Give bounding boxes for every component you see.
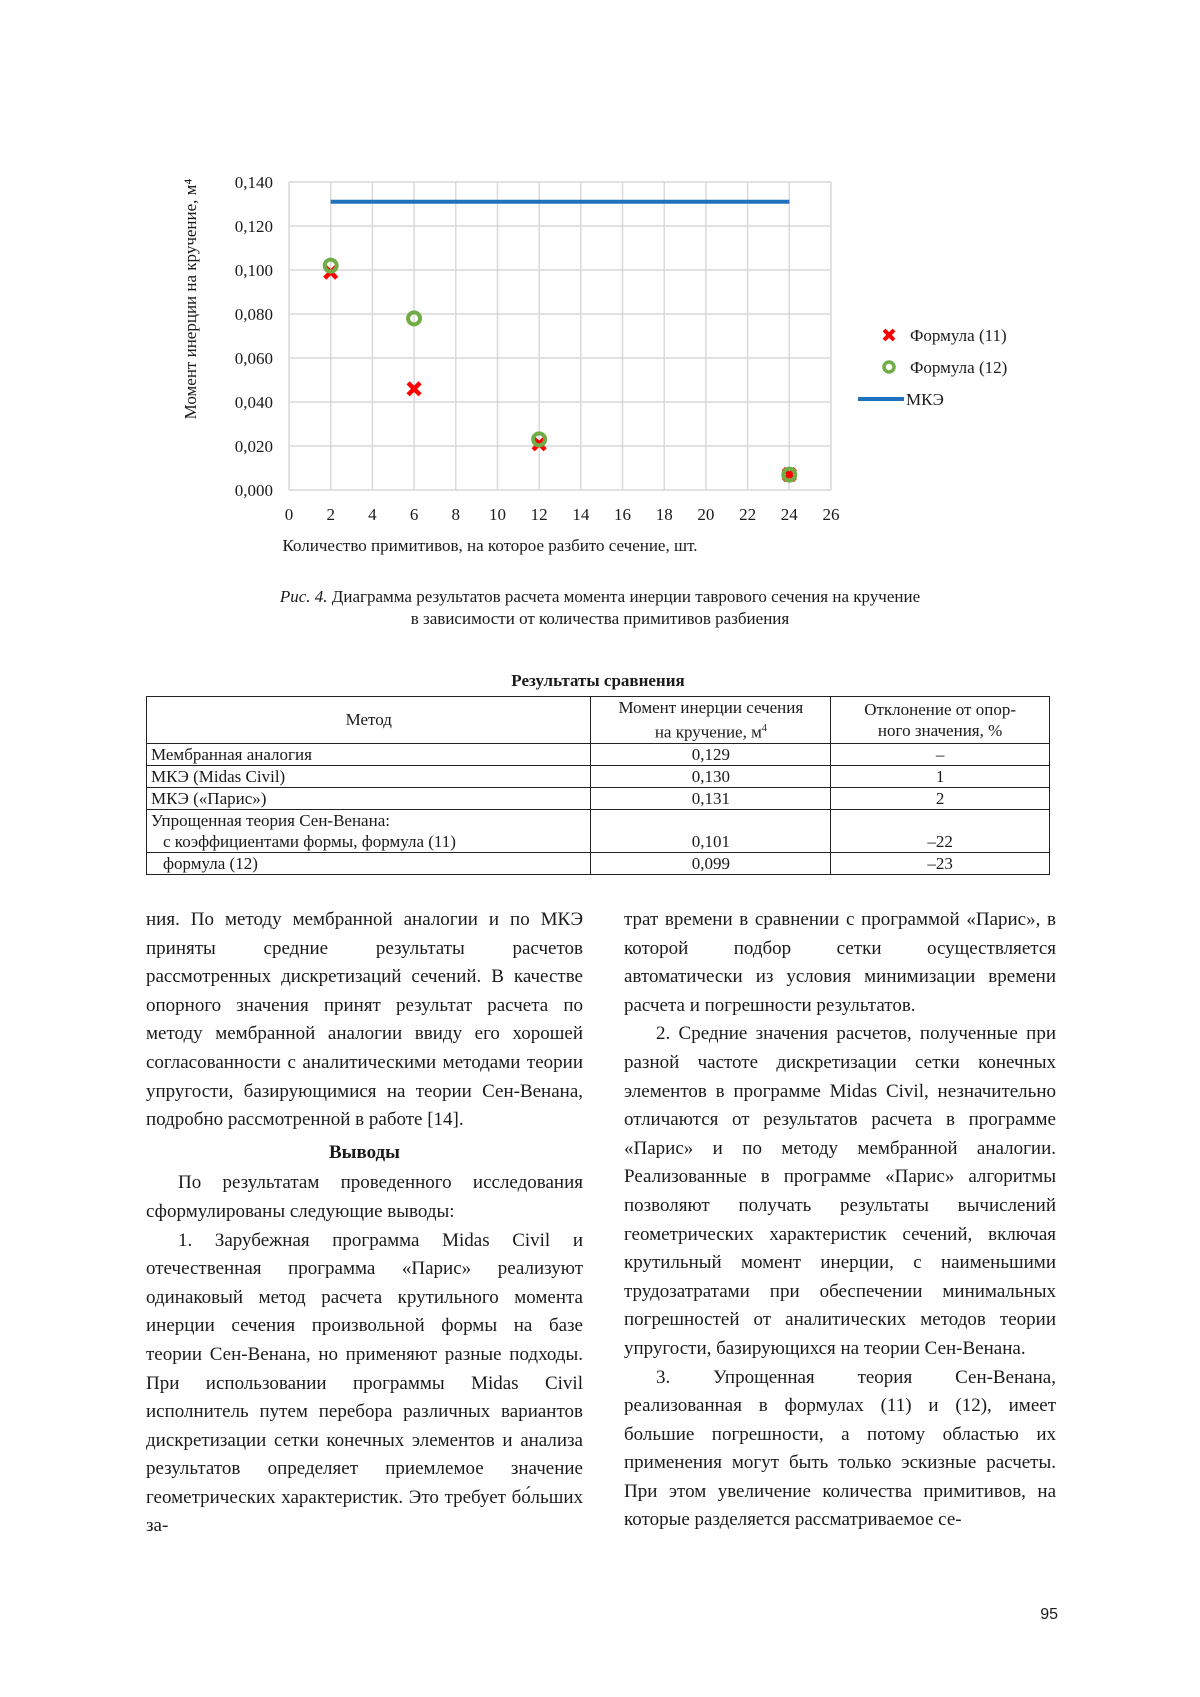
legend-item-formula-12	[870, 352, 1007, 384]
cell-value: 0,131	[591, 787, 831, 809]
paragraph: 3. Упрощенная теория Сен-Венана, реализованная в формулах (11) и (12), имеет большие погрешности, а потому областью их применения могут быть только эскизные расчеты. При этом увеличение количества примитивов, на которые разделяется рассматриваемое се-	[624, 1366, 1056, 1531]
x-tick-label: 10	[488, 505, 506, 524]
x-axis-ticks	[285, 505, 840, 524]
x-tick-label: 12	[530, 505, 548, 524]
left-text-column	[146, 906, 583, 1541]
line-marker-icon	[858, 390, 906, 410]
table-row	[147, 809, 1050, 852]
legend-item-formula-11	[870, 320, 1007, 352]
legend-label: Формула (12)	[910, 358, 1008, 377]
x-tick-label: 26	[822, 505, 840, 524]
chart-grid	[289, 182, 831, 490]
paragraph: ния. По методу мембранной аналогии и по МКЭ приняты средние результаты расчетов рассмотренных дискретизаций сечений. В качестве опорного значения принят результат расчета по методу мембранной аналогии ввиду его хорошей согласованности с аналитическими методами теории упругости, базирующимися на теории Сен-Венана, подробно рассмотренной в работе [14].	[146, 909, 583, 1131]
table-row	[147, 765, 1050, 787]
x-tick-label: 16	[614, 505, 632, 524]
header-deviation: Отклонение от опор- ного значения, %	[831, 697, 1050, 744]
x-marker-icon	[870, 326, 910, 346]
y-tick-label: 0,120	[234, 217, 273, 236]
header-method: Метод	[147, 697, 591, 744]
x-tick-label: 6	[409, 505, 419, 524]
x-axis-label: Количество примитивов, на которое разбито сечение, шт.	[282, 536, 698, 555]
results-table	[146, 696, 1050, 875]
y-axis-label: Момент инерции на кручение, м⁴	[181, 178, 200, 420]
chart-legend	[870, 320, 1007, 416]
cell-deviation: 1	[831, 765, 1050, 787]
y-tick-label: 0,100	[234, 261, 273, 280]
cell-value: 0,101	[591, 809, 831, 852]
table-title: Результаты сравнения	[511, 671, 685, 690]
figure-caption	[160, 586, 1040, 630]
cell-deviation: 2	[831, 787, 1050, 809]
torsion-moment-chart	[0, 0, 1200, 560]
y-tick-label: 0,140	[234, 173, 273, 192]
legend-label: МКЭ	[906, 390, 944, 409]
y-axis-ticks	[235, 173, 273, 500]
cell-method: МКЭ («Парис»)	[147, 787, 591, 809]
x-tick-label: 8	[451, 505, 461, 524]
x-tick-label: 14	[572, 505, 590, 524]
x-tick-label: 4	[368, 505, 377, 524]
cell-method: МКЭ (Midas Civil)	[147, 765, 591, 787]
paragraph: 2. Средние значения расчетов, полученные при разной частоте дискретизации сетки конечных элементов в программе Midas Civil, незначительно отличаются от результатов расчета в программе «Парис» и по методу мембранной аналогии. Реализованные в программе «Парис» алгоритмы позволяют получать результаты вычислений геометрических характеристик сечений, включая крутильный момент инерции, с наименьшими трудозатратами при обеспечении минимальных погрешностей от аналитических методов теории упругости, базирующихся на теории Сен-Венана.	[624, 1023, 1056, 1359]
x-tick-label: 24	[780, 505, 798, 524]
section-heading: Выводы	[328, 1141, 401, 1163]
figure-label: Рис. 4.	[279, 587, 328, 606]
page-number: 95	[1040, 1606, 1058, 1623]
y-tick-label: 0,000	[234, 481, 273, 500]
legend-item-fem	[858, 384, 1007, 416]
circle-marker-icon	[870, 358, 910, 378]
x-tick-label: 22	[739, 505, 757, 524]
y-tick-label: 0,080	[234, 305, 273, 324]
group-sub-1: с коэффициентами формы, формула (11)	[163, 831, 456, 851]
y-tick-label: 0,020	[234, 437, 273, 456]
right-text-column	[624, 906, 1056, 1535]
paragraph: трат времени в сравнении с программой «Парис», в которой подбор сетки осуществляется автоматически из условия минимизации времени расчета и погрешности результатов.	[624, 909, 1056, 1016]
header-moment: Момент инерции сечения на кручение, $м^4$	[591, 697, 831, 744]
cell-value: 0,129	[591, 743, 831, 765]
cell-deviation: –22	[831, 809, 1050, 852]
paragraph: По результатам проведенного исследования сформулированы следующие выводы:	[146, 1172, 583, 1222]
table-row	[147, 852, 1050, 874]
x-tick-label: 18	[655, 505, 673, 524]
cell-method	[147, 809, 591, 852]
x-tick-label: 2	[326, 505, 335, 524]
table-header-row	[147, 697, 1050, 744]
cell-deviation: –23	[831, 852, 1050, 874]
table-row	[147, 787, 1050, 809]
legend-label: Формула (11)	[910, 326, 1007, 345]
table-row	[147, 743, 1050, 765]
x-tick-label: 0	[284, 505, 294, 524]
chart-series	[325, 202, 796, 481]
caption-line-1: Диаграмма результатов расчета момента инерции таврового сечения на кручение	[327, 587, 921, 606]
cell-method: формула (12)	[147, 852, 591, 874]
cell-deviation: –	[831, 743, 1050, 765]
paragraph: 1. Зарубежная программа Midas Civil и отечественная программа «Парис» реализуют одинаковый метод расчета крутильного момента инерции сечения произвольной формы на базе теории Сен-Венана, но применяют разные подходы. При использовании программы Midas Civil исполнитель путем перебора различных вариантов дискретизации сетки конечных элементов и анализа результатов определяет приемлемое значение геометрических характеристик. Это требует бо́льших за-	[146, 1229, 583, 1537]
y-tick-label: 0,040	[234, 393, 273, 412]
y-tick-label: 0,060	[234, 349, 273, 368]
group-title: Упрощенная теория Сен-Венана:	[151, 810, 390, 830]
cell-value: 0,099	[591, 852, 831, 874]
cell-method: Мембранная аналогия	[147, 743, 591, 765]
caption-line-2: в зависимости от количества примитивов разбиения	[410, 609, 790, 628]
cell-value: 0,130	[591, 765, 831, 787]
x-tick-label: 20	[697, 505, 715, 524]
